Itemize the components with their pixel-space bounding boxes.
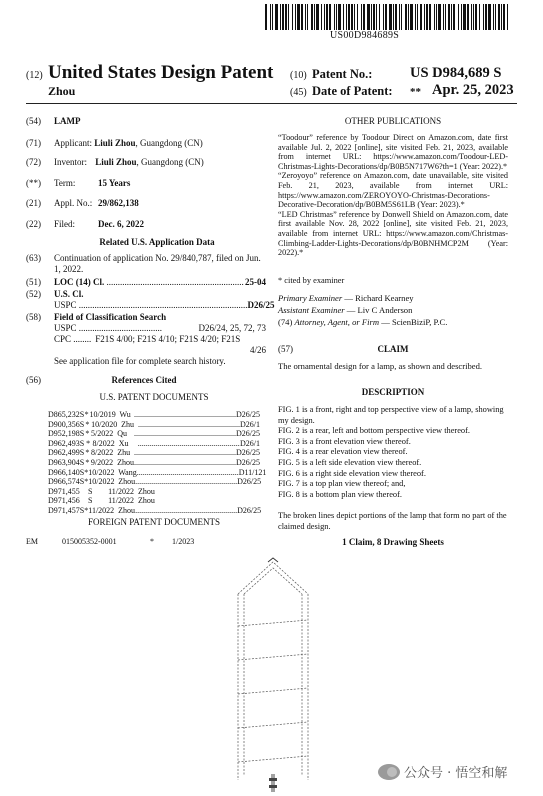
field-code-22: (22): [26, 219, 41, 229]
barcode-bar: [448, 4, 450, 30]
reference-name: Xu: [118, 438, 129, 448]
barcode-space: [401, 4, 402, 30]
figure-text: is a front elevation view thereof.: [299, 436, 411, 446]
barcode-bar: [297, 4, 300, 30]
barcode-bar: [361, 4, 362, 30]
lamp-drawing: [228, 556, 318, 796]
field-code-10: (10): [290, 70, 307, 81]
barcode-bar: [336, 4, 337, 30]
reference-cited-star: *: [84, 410, 89, 419]
barcode-bar: [485, 4, 487, 30]
description-heading: DESCRIPTION: [361, 387, 425, 397]
barcode-space: [463, 4, 466, 30]
figure-text: is a rear, left and bottom perspective view thereof.: [299, 426, 470, 436]
invention-title: LAMP: [54, 116, 81, 126]
foreign-reference-row: [26, 537, 266, 546]
barcode-bar: [272, 4, 273, 30]
attorney-name: — ScienBiziP, P.C.: [379, 317, 448, 327]
applicant-name: Liuli Zhou: [94, 138, 136, 148]
reference-number: D962,493: [48, 438, 80, 448]
barcode-space: [314, 4, 315, 30]
barcode-space: [275, 4, 278, 30]
barcode-bar: [410, 4, 413, 30]
barcode-space: [351, 4, 353, 30]
barcode-space: [451, 4, 452, 30]
field-code-52: (52): [26, 289, 41, 299]
barcode-space: [346, 4, 347, 30]
claim-text: The ornamental design for a lamp, as shown and described.: [278, 361, 483, 371]
barcode-bar: [429, 4, 431, 30]
barcode-bar: [493, 4, 494, 30]
field-of-search-heading: Field of Classification Search: [54, 312, 167, 322]
figure-description: [278, 437, 510, 448]
barcode-space: [475, 4, 477, 30]
reference-number: D963,904: [48, 457, 80, 467]
field-code-56: (56): [26, 375, 41, 385]
reference-cited-star: *: [85, 457, 90, 467]
barcode-bar: [399, 4, 400, 30]
barcode-bar: [373, 4, 375, 30]
attorney-field: [278, 317, 447, 327]
header-divider: [26, 103, 517, 104]
barcode-bar: [393, 4, 394, 30]
barcode-space: [334, 4, 335, 30]
reference-name: Zhu: [117, 448, 131, 458]
barcode-bar: [453, 4, 455, 30]
assistant-examiner-name: — Liv C Anderson: [344, 305, 413, 315]
barcode-space: [270, 4, 271, 30]
us-patent-documents-heading: U.S. PATENT DOCUMENTS: [99, 392, 209, 402]
wechat-watermark: [378, 762, 507, 781]
figure-descriptions: [278, 405, 510, 500]
reference-class: D26/25: [236, 457, 260, 467]
field-code-54: (54): [26, 116, 41, 126]
search-cpc-value: F21S 4/00; F21S 4/10; F21S 4/20; F21S: [95, 334, 241, 344]
reference-class: D26/25: [236, 410, 260, 419]
reference-date: 9/2022: [90, 457, 114, 467]
barcode-space: [357, 4, 358, 30]
reference-class: [228, 496, 260, 506]
filed-label: Filed:: [54, 219, 76, 229]
application-number: 29/862,138: [98, 198, 139, 208]
reference-kind: S: [79, 410, 85, 419]
figure-number: FIG. 5: [278, 457, 300, 467]
leader-dots: ...........................................................................: [76, 300, 248, 310]
barcode-bar: [498, 4, 500, 30]
lamp-base: [269, 778, 277, 788]
barcode-space: [507, 4, 508, 30]
barcode-bar: [467, 4, 469, 30]
figure-description: [278, 490, 510, 501]
barcode-space: [483, 4, 484, 30]
barcode-space: [395, 4, 397, 30]
leader-dots: ...................................................: [136, 467, 239, 477]
reference-kind: S: [79, 477, 85, 487]
barcode-bar: [354, 4, 355, 30]
application-number-label: Appl. No.:: [54, 198, 93, 208]
reference-date: 8/2022: [92, 438, 115, 448]
applicant-field: [54, 138, 203, 149]
assistant-examiner: [278, 305, 412, 315]
barcode-bar: [479, 4, 480, 30]
us-references-list: [48, 410, 267, 516]
patent-number: US D984,689 S: [410, 65, 502, 81]
reference-date: 11/2022: [108, 486, 134, 496]
figure-text: is a bottom plan view thereof.: [299, 489, 402, 499]
us-reference-row: [48, 477, 260, 487]
leader-dots: [168, 487, 228, 497]
barcode-space: [495, 4, 496, 30]
barcode-space: [282, 4, 284, 30]
figure-number: FIG. 2: [278, 426, 300, 436]
barcode-space: [376, 4, 377, 30]
figure-number: FIG. 1: [278, 405, 300, 414]
us-reference-row: [48, 439, 260, 449]
reference-date: 10/2022: [88, 467, 115, 477]
cited-by-examiner-note: * cited by examiner: [278, 276, 345, 285]
loc-class-value: 25-04: [245, 277, 266, 287]
leader-dots: ...................................................: [138, 419, 240, 429]
search-history-note: See application file for complete search history.: [54, 356, 226, 366]
reference-kind: S: [79, 457, 85, 467]
leader-dots: ...................................................: [134, 410, 236, 419]
reference-number: D865,232: [48, 410, 80, 419]
figure-text: is a rear elevation view thereof.: [299, 447, 408, 457]
leader-dots: .............................................................: [104, 277, 244, 287]
field-code-71: (71): [26, 138, 41, 148]
reference-kind: S: [79, 419, 85, 429]
inventor-label: Inventor:: [54, 157, 87, 167]
reference-name: Zhou: [117, 457, 134, 467]
reference-cited-star: *: [85, 429, 90, 439]
barcode-bar: [503, 4, 505, 30]
reference-number: D952,198: [48, 429, 80, 439]
reference-cited-star: *: [85, 419, 90, 429]
us-reference-row: [48, 448, 260, 458]
barcode-space: [408, 4, 409, 30]
reference-name: Wu: [119, 410, 131, 419]
figure-number: FIG. 3: [278, 436, 300, 446]
reference-name: Zhou: [118, 505, 136, 515]
date-of-patent: Apr. 25, 2023: [432, 82, 514, 98]
inventor-name: Liuli Zhou: [95, 157, 137, 167]
barcode-space: [307, 4, 308, 30]
inventor-field: [54, 157, 204, 168]
figure-text: is a top plan view thereof; and,: [299, 479, 406, 489]
other-publications-heading: OTHER PUBLICATIONS: [344, 116, 442, 126]
leader-dots: ...................................................: [135, 505, 238, 515]
reference-name: Wang: [118, 467, 137, 477]
barcode-space: [420, 4, 422, 30]
foreign-number: 015005352-0001: [62, 537, 117, 546]
barcode-space: [488, 4, 491, 30]
barcode-space: [363, 4, 365, 30]
reference-date: 10/2019: [89, 410, 116, 419]
reference-number: D971,455: [48, 486, 80, 496]
filed-date: Dec. 6, 2022: [98, 219, 144, 229]
primary-examiner: [278, 293, 414, 303]
reference-date: 11/2022: [88, 505, 115, 515]
reference-cited-star: *: [84, 505, 89, 515]
reference-name: Zhou: [138, 486, 155, 496]
reference-class: D26/25: [236, 429, 260, 439]
figure-text: is a right side elevation view thereof.: [299, 468, 426, 478]
reference-kind: S: [79, 467, 85, 477]
barcode-space: [434, 4, 435, 30]
barcode-bar: [265, 4, 267, 30]
loc-class-row: [54, 277, 266, 288]
reference-class: D26/1: [240, 438, 260, 448]
barcode-bar: [405, 4, 407, 30]
us-reference-row: [48, 429, 260, 439]
barcode-bar: [348, 4, 350, 30]
figure-text: is a left side elevation view thereof.: [299, 457, 422, 467]
reference-kind: S: [79, 448, 85, 458]
us-reference-row: [48, 467, 267, 478]
figure-description: [278, 469, 510, 480]
figure-description: [278, 405, 510, 426]
figure-text: is a front, right and top perspective view of a lamp, showing my design.: [278, 405, 504, 425]
barcode-bar: [367, 4, 370, 30]
reference-date: 8/2022: [90, 448, 114, 458]
loc-class-label: LOC (14) Cl.: [54, 277, 105, 287]
reference-date: 10/2020: [91, 419, 118, 429]
figure-description: [278, 426, 510, 437]
us-reference-row: [48, 496, 260, 506]
wechat-icon: [378, 764, 400, 780]
search-uspc-label: USPC: [54, 323, 77, 333]
other-publications-list: [278, 133, 508, 258]
search-uspc-row: [54, 323, 266, 334]
barcode-space: [438, 4, 441, 30]
reference-class: [228, 487, 260, 497]
date-of-patent-label: Date of Patent:: [312, 84, 393, 98]
reference-kind: S: [79, 505, 85, 515]
assistant-examiner-label: Assistant Examiner: [278, 305, 345, 315]
barcode-bar: [417, 4, 418, 30]
field-code-58: (58): [26, 312, 41, 322]
barcode-space: [501, 4, 502, 30]
reference-date: 5/2022: [90, 429, 114, 439]
barcode-space: [471, 4, 472, 30]
field-code-21: (21): [26, 198, 41, 208]
reference-name: Zhou: [118, 477, 136, 487]
reference-name: Qu: [117, 429, 127, 439]
references-cited-heading: References Cited: [111, 375, 177, 385]
lamp-frame-broken-lines: [238, 562, 308, 780]
barcode-bar: [473, 4, 474, 30]
barcode-bar: [385, 4, 387, 30]
reference-name: Zhu: [121, 419, 134, 429]
field-code-74: (74): [278, 317, 293, 327]
barcode: [265, 4, 513, 30]
barcode-bar: [285, 4, 287, 30]
us-reference-row: [48, 410, 260, 420]
broken-lines-note: The broken lines depict portions of the lamp that form no part of the claimed design.: [278, 511, 507, 531]
barcode-bar: [280, 4, 281, 30]
figure-number: FIG. 6: [278, 468, 300, 478]
figure-description: [278, 458, 510, 469]
term-label: Term:: [54, 178, 76, 188]
claim-heading: CLAIM: [377, 344, 409, 354]
uspc-row: [54, 300, 275, 311]
continuation-text: Continuation of application No. 29/840,787, filed on Jun. 1, 2022.: [54, 253, 261, 274]
barcode-space: [371, 4, 372, 30]
barcode-bar: [292, 4, 293, 30]
barcode-space: [389, 4, 392, 30]
reference-kind: S: [79, 429, 85, 439]
reference-class: D11/121: [238, 467, 267, 477]
barcode-space: [426, 4, 428, 30]
leader-dots: ...................................................: [134, 457, 236, 467]
reference-cited-star: [98, 487, 108, 497]
foreign-cited-star: *: [150, 537, 154, 546]
uspc-value: D26/25: [247, 300, 275, 310]
publication-entry: “Zeroyoyo” reference on Amazon.com, date unavailable, site visited Feb. 21, 2023, available from internet URL: https://www.amazon.com/ZEROYOYO-Christmas-Decorations-Decorative-Decoration/dp/B0BM5S61LB (Year: 2023).*: [278, 171, 508, 210]
applicant-location: , Guangdong (CN): [135, 138, 203, 148]
related-application-heading: Related U.S. Application Data: [99, 237, 215, 247]
barcode-space: [326, 4, 328, 30]
barcode-bar: [324, 4, 325, 30]
leader-dots: ...................................................: [134, 448, 236, 458]
field-code-12: (12): [26, 70, 43, 81]
foreign-country: EM: [26, 537, 38, 546]
leader-dots: ...................................................: [135, 477, 238, 487]
barcode-bar: [461, 4, 462, 30]
figure-number: FIG. 7: [278, 479, 300, 489]
field-code-57: (57): [278, 344, 293, 354]
barcode-space: [415, 4, 416, 30]
search-cpc-label: CPC ........: [54, 334, 92, 344]
reference-date: 10/2022: [88, 477, 115, 487]
leader-dots: [168, 496, 228, 506]
attorney-label: Attorney, Agent, or Firm: [294, 317, 380, 327]
us-reference-row: [48, 458, 260, 468]
search-uspc-value: D26/24, 25, 72, 73: [198, 323, 266, 333]
figure-description: [278, 447, 510, 458]
reference-class: D26/25: [236, 448, 260, 458]
leader-dots: ...................................................: [134, 429, 236, 439]
reference-number: D962,499: [48, 448, 80, 458]
field-code-51: (51): [26, 277, 41, 287]
inventor-surname: Zhou: [48, 84, 76, 98]
reference-number: D971,456: [48, 496, 80, 506]
inventor-location: , Guangdong (CN): [136, 157, 204, 167]
barcode-space: [445, 4, 446, 30]
barcode-space: [321, 4, 322, 30]
reference-class: D26/1: [240, 419, 260, 429]
reference-number: D971,457: [48, 505, 80, 515]
barcode-bar: [311, 4, 313, 30]
reference-date: 11/2022: [108, 496, 134, 506]
reference-cited-star: [98, 496, 108, 506]
watermark-text: 公众号 · 悟空和解: [404, 766, 508, 781]
reference-number: D900,356: [48, 419, 80, 429]
reference-kind: S: [88, 486, 93, 496]
us-reference-row: [48, 506, 260, 516]
uspc-label: USPC: [54, 300, 77, 310]
barcode-bar: [379, 4, 380, 30]
leader-dots: ...................................................: [137, 438, 240, 448]
term-value: 15 Years: [98, 178, 131, 188]
figure-description: [278, 479, 510, 490]
reference-cited-star: *: [86, 438, 91, 448]
barcode-space: [383, 4, 384, 30]
primary-examiner-name: — Richard Kearney: [342, 293, 414, 303]
patent-number-label: Patent No.:: [312, 67, 373, 81]
barcode-space: [458, 4, 459, 30]
field-code-45: (45): [290, 87, 307, 98]
reference-cited-star: *: [85, 448, 90, 458]
us-reference-row: [48, 487, 260, 497]
lamp-claimed-outline: [268, 558, 278, 792]
figure-number: FIG. 4: [278, 447, 300, 457]
us-reference-row: [48, 420, 260, 430]
reference-kind: S: [79, 438, 85, 448]
barcode-bar: [443, 4, 444, 30]
barcode-bar: [316, 4, 319, 30]
foreign-patent-documents-heading: FOREIGN PATENT DOCUMENTS: [87, 517, 221, 527]
term-extension-stars: **: [410, 86, 421, 98]
applicant-label: Applicant:: [54, 138, 92, 148]
barcode-space: [338, 4, 341, 30]
reference-class: D26/25: [237, 477, 262, 487]
barcode-space: [301, 4, 303, 30]
barcode-bar: [343, 4, 344, 30]
barcode-bar: [329, 4, 331, 30]
us-class-label: U.S. Cl.: [54, 289, 84, 299]
barcode-bar: [305, 4, 306, 30]
reference-number: D966,140: [48, 467, 80, 477]
search-cpc-continuation: 4/26: [249, 345, 266, 355]
barcode-space: [295, 4, 296, 30]
publication-entry: “Toodour” reference by Toodour Direct on Amazon.com, date first available Jul. 2, 2022 [online], site visited Feb. 21, 2023, available from internet URL: https://www.amazon.com/Toodour-LED-Christmas-Lights-Decorations/dp/B0B5N717W6?th=1 (Year: 2022).*: [278, 133, 508, 171]
primary-examiner-label: Primary Examiner: [278, 293, 343, 303]
figure-number: FIG. 8: [278, 489, 300, 499]
claims-drawings-summary: 1 Claim, 8 Drawing Sheets: [342, 537, 444, 547]
field-code-63: (63): [26, 253, 41, 263]
foreign-date: 1/2023: [172, 537, 195, 546]
publication-entry: “LED Christmas” reference by Donwell Shield on Amazon.com, date first available Nov. 28, 2022 [online], site visited Feb. 21, 2023, available from internet URL: https://www.amazon.com/Christmas-Climbing-Ladder-Lights-Decorations/dp/B0BNHMCP2M (Year: 2022).*: [278, 209, 508, 258]
reference-kind: S: [88, 496, 93, 506]
reference-cited-star: *: [84, 477, 89, 487]
reference-cited-star: *: [84, 467, 89, 477]
field-code-term: (**): [26, 178, 41, 188]
barcode-bar: [436, 4, 437, 30]
barcode-space: [288, 4, 289, 30]
leader-dots: .....................................: [76, 323, 163, 333]
reference-name: Zhou: [138, 496, 155, 506]
document-type-title: United States Design Patent: [48, 62, 274, 83]
search-cpc-row: [54, 334, 266, 345]
barcode-number: US00D984689S: [330, 30, 400, 41]
reference-class: D26/25: [237, 505, 262, 515]
barcode-bar: [424, 4, 425, 30]
field-code-72: (72): [26, 157, 41, 167]
reference-number: D966,574: [48, 477, 80, 487]
